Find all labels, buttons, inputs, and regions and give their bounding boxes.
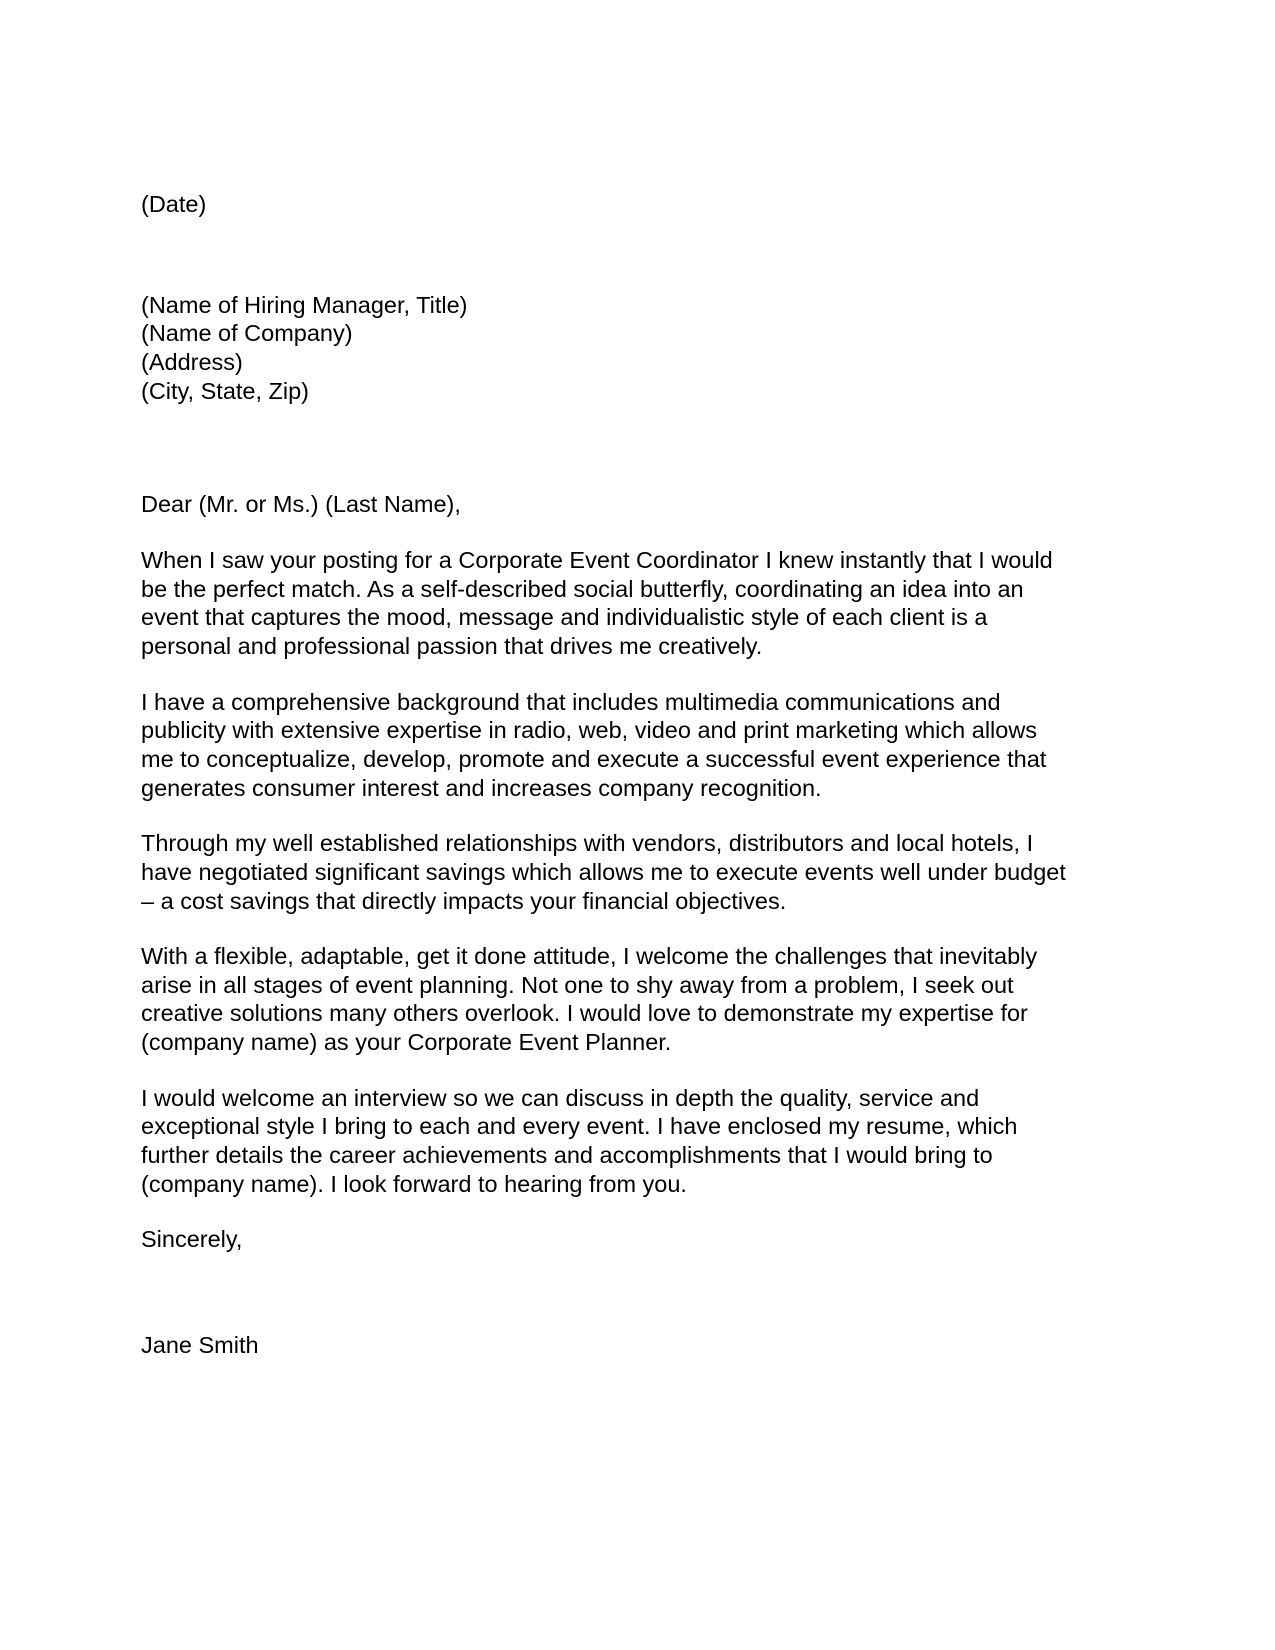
closing-salutation: Sincerely,	[141, 1226, 243, 1253]
paragraph-5: I would welcome an interview so we can discuss in depth the quality, service and exceptional style I bring to each and every event. I have enclosed my resume, which further details the career achievements and accomplishments that I would bring to (company name). I look forward to hearing from you.	[141, 1084, 1018, 1197]
recipient-line-company: (Name of Company)	[141, 320, 353, 347]
recipient-address-block	[141, 291, 1071, 406]
salutation: Dear (Mr. or Ms.) (Last Name),	[141, 491, 461, 518]
recipient-line-city-state-zip: (City, State, Zip)	[141, 377, 310, 404]
paragraph-4: With a flexible, adaptable, get it done attitude, I welcome the challenges that inevitably arise in all stages of event planning. Not one to shy away from a problem, I seek out creative solutions many others overlook. I would love to demonstrate my expertise for (company name) as your Corporate Event Planner.	[141, 943, 1038, 1056]
recipient-line-address: (Address)	[141, 348, 243, 375]
recipient-line-manager: (Name of Hiring Manager, Title)	[141, 291, 468, 318]
paragraph-1: When I saw your posting for a Corporate Event Coordinator I knew instantly that I would be the perfect match. As a self-described social butterfly, coordinating an idea into an event that captures the mood, message and individualistic style of each client is a personal and professional passion that drives me creatively.	[141, 546, 1053, 659]
date-placeholder: (Date)	[141, 191, 207, 217]
signature-name: Jane Smith	[141, 1332, 259, 1359]
cover-letter-body	[141, 190, 1071, 1383]
paragraph-2: I have a comprehensive background that includes multimedia communications and publicity with extensive expertise in radio, web, video and print marketing which allows me to conceptualize, develop, promote and execute a successful event experience that generates consumer interest and increases company recognition.	[141, 688, 1047, 801]
paragraph-3: Through my well established relationships with vendors, distributors and local hotels, I have negotiated significant savings which allows me to execute events well under budget – a cost savings that directly impacts your financial objectives.	[141, 830, 1066, 914]
